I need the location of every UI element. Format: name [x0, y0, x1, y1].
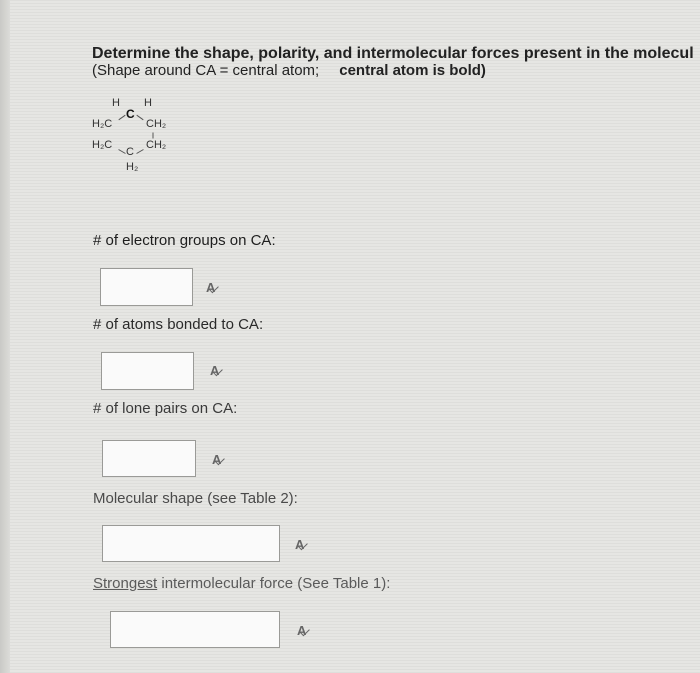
question-title: Determine the shape, polarity, and intermolecular forces present in the molecul: [92, 45, 694, 62]
lone-pairs-input[interactable]: [102, 440, 196, 477]
question-subtitle: [92, 61, 700, 80]
bond-5: [136, 149, 143, 154]
label-electron-groups: # of electron groups on CA:: [93, 232, 276, 249]
bond-4: [118, 149, 125, 154]
spellcheck-icon[interactable]: A: [212, 453, 221, 467]
spellcheck-icon[interactable]: A: [206, 281, 215, 295]
label-atoms-bonded: # of atoms bonded to CA:: [93, 316, 264, 333]
bond-1: [118, 115, 125, 120]
label-intermolecular-force: [93, 575, 390, 593]
left-edge: [0, 0, 10, 673]
atom-h2-bottom: H₂: [126, 161, 139, 173]
atom-ch2-top: CH₂: [146, 118, 167, 130]
atom-h-right: H: [144, 97, 152, 109]
label-molecular-shape: Molecular shape (see Table 2):: [93, 490, 298, 507]
bond-2: [136, 115, 143, 120]
atom-h-left: H: [112, 97, 120, 109]
spellcheck-icon[interactable]: A: [295, 538, 304, 552]
subtitle-end: central atom is bold): [339, 62, 486, 79]
molecular-shape-input[interactable]: [102, 525, 280, 562]
subtitle-start: (Shape around CA = central atom;: [92, 62, 320, 79]
bond-3: [153, 133, 154, 139]
label-force-rest: intermolecular force (See Table 1):: [157, 575, 391, 592]
atom-ch2-bottom: CH₂: [146, 139, 167, 151]
electron-groups-input[interactable]: [100, 268, 193, 306]
label-strongest: Strongest: [93, 575, 158, 592]
spellcheck-icon[interactable]: A: [297, 624, 306, 638]
atom-c-lower: C: [126, 146, 134, 158]
atoms-bonded-input[interactable]: [101, 352, 194, 390]
atom-h2c-bottom: H₂C: [92, 139, 113, 151]
central-atom: C: [126, 107, 135, 121]
label-lone-pairs: # of lone pairs on CA:: [93, 400, 238, 417]
molecule-structure: [88, 95, 198, 185]
spellcheck-icon[interactable]: A: [210, 364, 219, 378]
atom-h2c-top: H₂C: [92, 118, 113, 130]
intermolecular-force-input[interactable]: [110, 611, 280, 648]
